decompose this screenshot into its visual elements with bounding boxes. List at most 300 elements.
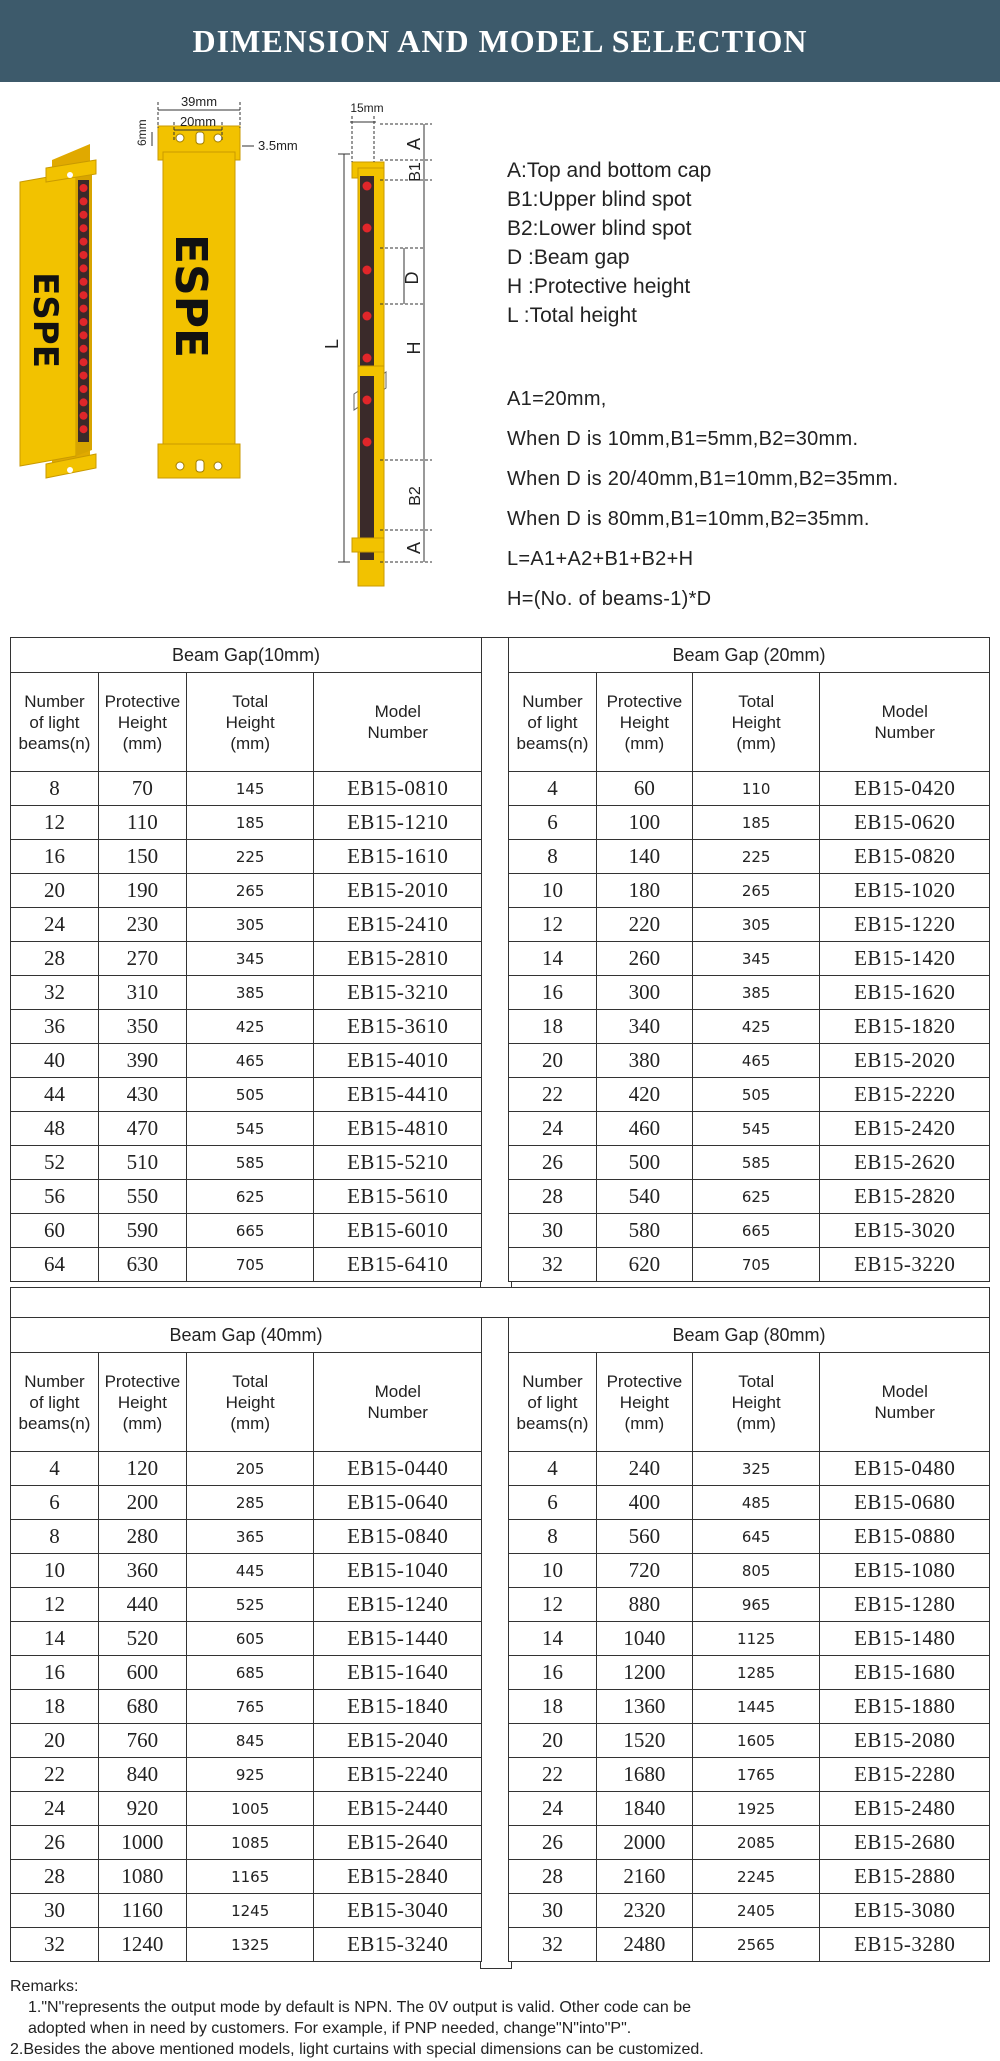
- cell-total-height: 265: [692, 874, 820, 908]
- table-row: [11, 1520, 482, 1554]
- header-total-height-line: (mm): [230, 733, 270, 753]
- cell-protective-height: 720: [596, 1554, 692, 1588]
- cell-total-height: 705: [692, 1248, 820, 1282]
- cell-total-height: 205: [186, 1452, 314, 1486]
- cell-beams: 10: [11, 1554, 99, 1588]
- table-row: [509, 1044, 990, 1078]
- led-dot: [80, 345, 88, 353]
- cell-total-height: 2565: [692, 1928, 820, 1962]
- label-b2: B2: [407, 486, 424, 506]
- cell-protective-height: 260: [596, 942, 692, 976]
- cell-total-height: 505: [692, 1078, 820, 1112]
- header-total-height-line: Total: [738, 1371, 775, 1391]
- led-dot: [80, 238, 88, 246]
- brand-label-front: ESPE: [165, 233, 216, 359]
- cell-model-number: EB15-0820: [820, 840, 990, 874]
- table-row: [509, 1248, 990, 1282]
- cell-model-number: EB15-0810: [314, 772, 482, 806]
- cell-protective-height: 1680: [596, 1758, 692, 1792]
- header-protective-height: [98, 673, 186, 772]
- cell-beams: 12: [11, 806, 99, 840]
- formula-item: When D is 10mm,B1=5mm,B2=30mm.: [507, 428, 859, 450]
- cell-model-number: EB15-3080: [820, 1894, 990, 1928]
- header-protective-height-line: Protective: [606, 1371, 683, 1391]
- cell-total-height: 305: [692, 908, 820, 942]
- cell-beams: 24: [509, 1792, 597, 1826]
- table-row: [509, 1792, 990, 1826]
- cell-total-height: 1765: [692, 1758, 820, 1792]
- table-row: [509, 1588, 990, 1622]
- led-dot: [363, 266, 372, 275]
- cell-total-height: 225: [692, 840, 820, 874]
- cell-model-number: EB15-2420: [820, 1112, 990, 1146]
- header-beams-line: of light: [29, 1392, 80, 1412]
- cell-beams: 48: [11, 1112, 99, 1146]
- cell-model-number: EB15-1840: [314, 1690, 482, 1724]
- cell-model-number: EB15-1420: [820, 942, 990, 976]
- label-l: L: [322, 338, 342, 350]
- cell-beams: 40: [11, 1044, 99, 1078]
- cell-total-height: 925: [186, 1758, 314, 1792]
- cell-beams: 36: [11, 1010, 99, 1044]
- cell-beams: 12: [509, 1588, 597, 1622]
- header-model-number: [314, 1353, 482, 1452]
- led-dot: [80, 291, 88, 299]
- cell-protective-height: 510: [98, 1146, 186, 1180]
- header-protective-height-line: Height: [619, 1392, 669, 1412]
- header-total-height-line: Height: [225, 1392, 275, 1412]
- table-row: [509, 874, 990, 908]
- cell-beams: 30: [509, 1894, 597, 1928]
- cell-protective-height: 180: [596, 874, 692, 908]
- header-beams-line: Number: [24, 691, 85, 711]
- cell-protective-height: 220: [596, 908, 692, 942]
- remarks-title: Remarks:: [10, 1978, 79, 1995]
- cell-model-number: EB15-1480: [820, 1622, 990, 1656]
- cell-protective-height: 550: [98, 1180, 186, 1214]
- label-a-top: A: [404, 137, 424, 151]
- cell-protective-height: 540: [596, 1180, 692, 1214]
- cell-model-number: EB15-6410: [314, 1248, 482, 1282]
- cell-total-height: 685: [186, 1656, 314, 1690]
- cell-total-height: 605: [186, 1622, 314, 1656]
- cell-total-height: 385: [186, 976, 314, 1010]
- table-row: [11, 1690, 482, 1724]
- cell-protective-height: 470: [98, 1112, 186, 1146]
- cell-protective-height: 1200: [596, 1656, 692, 1690]
- header-beams-line: of light: [527, 712, 578, 732]
- header-protective-height-line: Height: [619, 712, 669, 732]
- table-row: [509, 1622, 990, 1656]
- cell-total-height: 585: [692, 1146, 820, 1180]
- cell-model-number: EB15-2440: [314, 1792, 482, 1826]
- cell-total-height: 1085: [186, 1826, 314, 1860]
- cell-model-number: EB15-2680: [820, 1826, 990, 1860]
- cell-total-height: 665: [186, 1214, 314, 1248]
- cell-total-height: 1285: [692, 1656, 820, 1690]
- cell-protective-height: 1360: [596, 1690, 692, 1724]
- header-beams: [11, 1353, 99, 1452]
- cell-beams: 18: [11, 1690, 99, 1724]
- cell-model-number: EB15-1240: [314, 1588, 482, 1622]
- table-row: [11, 874, 482, 908]
- cell-model-number: EB15-1880: [820, 1690, 990, 1724]
- legend-list: [507, 156, 711, 330]
- cell-beams: 4: [509, 772, 597, 806]
- header-total-height-line: (mm): [230, 1413, 270, 1433]
- cell-beams: 6: [509, 1486, 597, 1520]
- cell-beams: 26: [509, 1146, 597, 1180]
- cell-protective-height: 360: [98, 1554, 186, 1588]
- table-row: [11, 1452, 482, 1486]
- cell-protective-height: 500: [596, 1146, 692, 1180]
- led-dot: [80, 197, 88, 205]
- cell-protective-height: 70: [98, 772, 186, 806]
- cell-protective-height: 420: [596, 1078, 692, 1112]
- cell-model-number: EB15-5210: [314, 1146, 482, 1180]
- cell-protective-height: 340: [596, 1010, 692, 1044]
- cell-beams: 64: [11, 1248, 99, 1282]
- table-row: [509, 942, 990, 976]
- led-dot: [363, 354, 372, 363]
- cell-protective-height: 400: [596, 1486, 692, 1520]
- cell-protective-height: 680: [98, 1690, 186, 1724]
- cell-protective-height: 560: [596, 1520, 692, 1554]
- cell-protective-height: 280: [98, 1520, 186, 1554]
- table-title: Beam Gap (80mm): [509, 1318, 990, 1353]
- legend-item: B2:Lower blind spot: [507, 217, 692, 240]
- cell-protective-height: 2320: [596, 1894, 692, 1928]
- table-row: [11, 1010, 482, 1044]
- cell-total-height: 625: [186, 1180, 314, 1214]
- cell-model-number: EB15-3210: [314, 976, 482, 1010]
- legend-item: L :Total height: [507, 304, 637, 327]
- cell-beams: 8: [11, 772, 99, 806]
- cell-beams: 8: [11, 1520, 99, 1554]
- cell-model-number: EB15-3220: [820, 1248, 990, 1282]
- cell-model-number: EB15-3240: [314, 1928, 482, 1962]
- cell-beams: 6: [11, 1486, 99, 1520]
- header-beams-line: beams(n): [516, 1413, 589, 1433]
- cell-protective-height: 2480: [596, 1928, 692, 1962]
- led-dot: [80, 358, 88, 366]
- table-row: [509, 976, 990, 1010]
- cell-model-number: EB15-2880: [820, 1860, 990, 1894]
- header-model-number-line: Number: [874, 723, 935, 742]
- cell-beams: 10: [509, 1554, 597, 1588]
- cell-model-number: EB15-0680: [820, 1486, 990, 1520]
- cell-beams: 24: [11, 908, 99, 942]
- table-row: [509, 1860, 990, 1894]
- cell-model-number: EB15-4810: [314, 1112, 482, 1146]
- cell-beams: 24: [11, 1792, 99, 1826]
- header-model-number-line: Model: [881, 1382, 928, 1401]
- cell-beams: 22: [509, 1078, 597, 1112]
- cell-model-number: EB15-1620: [820, 976, 990, 1010]
- formula-item: A1=20mm,: [507, 388, 607, 410]
- dim-side-15: 15mm: [350, 101, 384, 115]
- cell-beams: 30: [509, 1214, 597, 1248]
- table-row: [11, 1928, 482, 1962]
- cell-beams: 28: [509, 1860, 597, 1894]
- cell-beams: 16: [509, 976, 597, 1010]
- table-row: [509, 1554, 990, 1588]
- header-model-number-line: Model: [374, 1382, 421, 1401]
- cell-protective-height: 240: [596, 1452, 692, 1486]
- table-row: [509, 1894, 990, 1928]
- table-row: [11, 1656, 482, 1690]
- table-row: [11, 976, 482, 1010]
- table-row: [509, 1180, 990, 1214]
- cell-total-height: 1605: [692, 1724, 820, 1758]
- table-row: [509, 1826, 990, 1860]
- cell-total-height: 1005: [186, 1792, 314, 1826]
- cell-total-height: 305: [186, 908, 314, 942]
- header-total-height-line: (mm): [736, 1413, 776, 1433]
- table-row: [509, 1078, 990, 1112]
- cell-protective-height: 880: [596, 1588, 692, 1622]
- led-dot: [80, 372, 88, 380]
- cell-protective-height: 300: [596, 976, 692, 1010]
- cell-beams: 16: [11, 1656, 99, 1690]
- cell-model-number: EB15-2010: [314, 874, 482, 908]
- table-row: [509, 1214, 990, 1248]
- header-protective-height-line: Height: [117, 712, 167, 732]
- table-row: [11, 840, 482, 874]
- header-beams-line: of light: [527, 1392, 578, 1412]
- cell-beams: 28: [509, 1180, 597, 1214]
- cell-beams: 32: [509, 1248, 597, 1282]
- cell-total-height: 545: [186, 1112, 314, 1146]
- cell-beams: 32: [11, 976, 99, 1010]
- cell-protective-height: 840: [98, 1758, 186, 1792]
- cell-beams: 14: [509, 1622, 597, 1656]
- cell-model-number: EB15-2620: [820, 1146, 990, 1180]
- cell-model-number: EB15-0480: [820, 1452, 990, 1486]
- cell-beams: 14: [509, 942, 597, 976]
- cell-total-height: 1245: [186, 1894, 314, 1928]
- header-model-number: [820, 673, 990, 772]
- cell-protective-height: 1240: [98, 1928, 186, 1962]
- led-dot: [363, 396, 372, 405]
- table-beam-gap-80: [508, 1317, 990, 1962]
- table-divider-horizontal: [10, 1287, 990, 1319]
- cell-model-number: EB15-4410: [314, 1078, 482, 1112]
- table-title: Beam Gap (40mm): [11, 1318, 482, 1353]
- cell-model-number: EB15-1280: [820, 1588, 990, 1622]
- header-protective-height-line: Protective: [606, 691, 683, 711]
- remark-1-line-2: adopted when in need by customers. For example, if PNP needed, change"N"into"P".: [28, 2020, 632, 2037]
- table-row: [11, 1622, 482, 1656]
- cell-total-height: 225: [186, 840, 314, 874]
- cell-beams: 20: [11, 874, 99, 908]
- cell-beams: 44: [11, 1078, 99, 1112]
- remark-1-line-1: 1."N"represents the output mode by default is NPN. The 0V output is valid. Other code can be: [28, 1999, 691, 2016]
- cell-total-height: 425: [692, 1010, 820, 1044]
- cell-total-height: 365: [186, 1520, 314, 1554]
- header-protective-height: [98, 1353, 186, 1452]
- cell-total-height: 2405: [692, 1894, 820, 1928]
- table-row: [11, 806, 482, 840]
- cell-protective-height: 1520: [596, 1724, 692, 1758]
- cell-total-height: 265: [186, 874, 314, 908]
- cell-protective-height: 580: [596, 1214, 692, 1248]
- cell-protective-height: 190: [98, 874, 186, 908]
- cell-total-height: 110: [692, 772, 820, 806]
- cell-beams: 10: [509, 874, 597, 908]
- header-protective-height-line: Protective: [104, 691, 181, 711]
- formula-list: [507, 379, 898, 619]
- header-total-height-line: Total: [232, 1371, 269, 1391]
- cell-beams: 56: [11, 1180, 99, 1214]
- title-banner: [0, 0, 1000, 82]
- cell-beams: 60: [11, 1214, 99, 1248]
- cell-beams: 28: [11, 1860, 99, 1894]
- led-dot: [80, 224, 88, 232]
- table-row: [11, 942, 482, 976]
- cell-model-number: EB15-2020: [820, 1044, 990, 1078]
- led-dot: [363, 312, 372, 321]
- cell-beams: 14: [11, 1622, 99, 1656]
- brand-label-perspective: ESPE: [25, 272, 65, 368]
- cell-beams: 22: [509, 1758, 597, 1792]
- table-row: [11, 1894, 482, 1928]
- cell-model-number: EB15-3280: [820, 1928, 990, 1962]
- led-dot: [80, 305, 88, 313]
- led-dot: [80, 425, 88, 433]
- header-beams-line: Number: [522, 1371, 583, 1391]
- cell-protective-height: 1080: [98, 1860, 186, 1894]
- cell-model-number: EB15-2410: [314, 908, 482, 942]
- led-dot: [80, 398, 88, 406]
- table-row: [11, 1214, 482, 1248]
- table-row: [509, 840, 990, 874]
- table-row: [11, 1588, 482, 1622]
- cell-protective-height: 380: [596, 1044, 692, 1078]
- cell-model-number: EB15-0440: [314, 1452, 482, 1486]
- cell-total-height: 185: [692, 806, 820, 840]
- cell-total-height: 145: [186, 772, 314, 806]
- header-total-height-line: Total: [232, 691, 269, 711]
- cell-beams: 4: [11, 1452, 99, 1486]
- table-beam-gap-40: [10, 1317, 482, 1962]
- cell-protective-height: 120: [98, 1452, 186, 1486]
- cell-model-number: EB15-2820: [820, 1180, 990, 1214]
- header-beams-line: beams(n): [516, 733, 589, 753]
- remark-2: 2.Besides the above mentioned models, light curtains with special dimensions can be customized.: [10, 2041, 704, 2058]
- header-beams: [509, 1353, 597, 1452]
- cell-model-number: EB15-2240: [314, 1758, 482, 1792]
- legend-item: H :Protective height: [507, 275, 691, 298]
- header-protective-height: [596, 1353, 692, 1452]
- cell-protective-height: 600: [98, 1656, 186, 1690]
- table-row: [11, 1248, 482, 1282]
- table-row: [11, 908, 482, 942]
- cell-protective-height: 2000: [596, 1826, 692, 1860]
- header-beams: [11, 673, 99, 772]
- cell-model-number: EB15-2640: [314, 1826, 482, 1860]
- table-row: [509, 1928, 990, 1962]
- dim-width-39: 39mm: [180, 94, 218, 109]
- table-row: [11, 1078, 482, 1112]
- cell-model-number: EB15-3040: [314, 1894, 482, 1928]
- header-model-number: [314, 673, 482, 772]
- cell-model-number: EB15-2810: [314, 942, 482, 976]
- label-a-bottom: A: [404, 541, 424, 555]
- cell-beams: 26: [11, 1826, 99, 1860]
- dim-hole-3-5: 3.5mm: [258, 138, 298, 153]
- table-beam-gap-20: [508, 637, 990, 1282]
- header-protective-height-line: Protective: [104, 1371, 181, 1391]
- legend-item: B1:Upper blind spot: [507, 188, 692, 211]
- cell-total-height: 425: [186, 1010, 314, 1044]
- cell-model-number: EB15-1680: [820, 1656, 990, 1690]
- cell-protective-height: 1000: [98, 1826, 186, 1860]
- led-dot: [80, 251, 88, 259]
- legend-item: A:Top and bottom cap: [507, 159, 712, 182]
- dimension-diagram: [0, 82, 1000, 630]
- led-dot: [80, 211, 88, 219]
- label-h: H: [404, 341, 424, 355]
- cell-total-height: 185: [186, 806, 314, 840]
- led-dot: [80, 264, 88, 272]
- cell-model-number: EB15-2480: [820, 1792, 990, 1826]
- header-total-height-line: Total: [738, 691, 775, 711]
- led-dot: [80, 318, 88, 326]
- cell-beams: 8: [509, 1520, 597, 1554]
- table-row: [509, 1724, 990, 1758]
- cell-model-number: EB15-1640: [314, 1656, 482, 1690]
- cell-protective-height: 60: [596, 772, 692, 806]
- cell-beams: 6: [509, 806, 597, 840]
- cell-total-height: 645: [692, 1520, 820, 1554]
- legend-item: D :Beam gap: [507, 246, 630, 269]
- cell-beams: 12: [11, 1588, 99, 1622]
- dim-height-6: 6mm: [135, 119, 149, 146]
- header-beams-line: beams(n): [18, 733, 91, 753]
- cell-model-number: EB15-2040: [314, 1724, 482, 1758]
- label-d: D: [402, 271, 422, 285]
- cell-total-height: 1325: [186, 1928, 314, 1962]
- cell-model-number: EB15-2840: [314, 1860, 482, 1894]
- header-beams-line: Number: [522, 691, 583, 711]
- table-row: [11, 1044, 482, 1078]
- cell-model-number: EB15-0880: [820, 1520, 990, 1554]
- cell-beams: 52: [11, 1146, 99, 1180]
- header-total-height-line: Height: [225, 712, 275, 732]
- cell-model-number: EB15-3610: [314, 1010, 482, 1044]
- cell-protective-height: 920: [98, 1792, 186, 1826]
- table-row: [509, 1112, 990, 1146]
- header-protective-height-line: (mm): [624, 733, 665, 753]
- cell-beams: 26: [509, 1826, 597, 1860]
- header-total-height-line: Height: [731, 712, 781, 732]
- table-row: [509, 1010, 990, 1044]
- cell-protective-height: 350: [98, 1010, 186, 1044]
- table-row: [509, 806, 990, 840]
- cell-protective-height: 630: [98, 1248, 186, 1282]
- cell-total-height: 625: [692, 1180, 820, 1214]
- cell-model-number: EB15-2280: [820, 1758, 990, 1792]
- header-model-number: [820, 1353, 990, 1452]
- cell-model-number: EB15-1020: [820, 874, 990, 908]
- cell-protective-height: 230: [98, 908, 186, 942]
- cell-protective-height: 590: [98, 1214, 186, 1248]
- header-model-number-line: Model: [881, 702, 928, 721]
- table-row: [11, 772, 482, 806]
- table-title: Beam Gap (20mm): [509, 638, 990, 673]
- table-row: [509, 1656, 990, 1690]
